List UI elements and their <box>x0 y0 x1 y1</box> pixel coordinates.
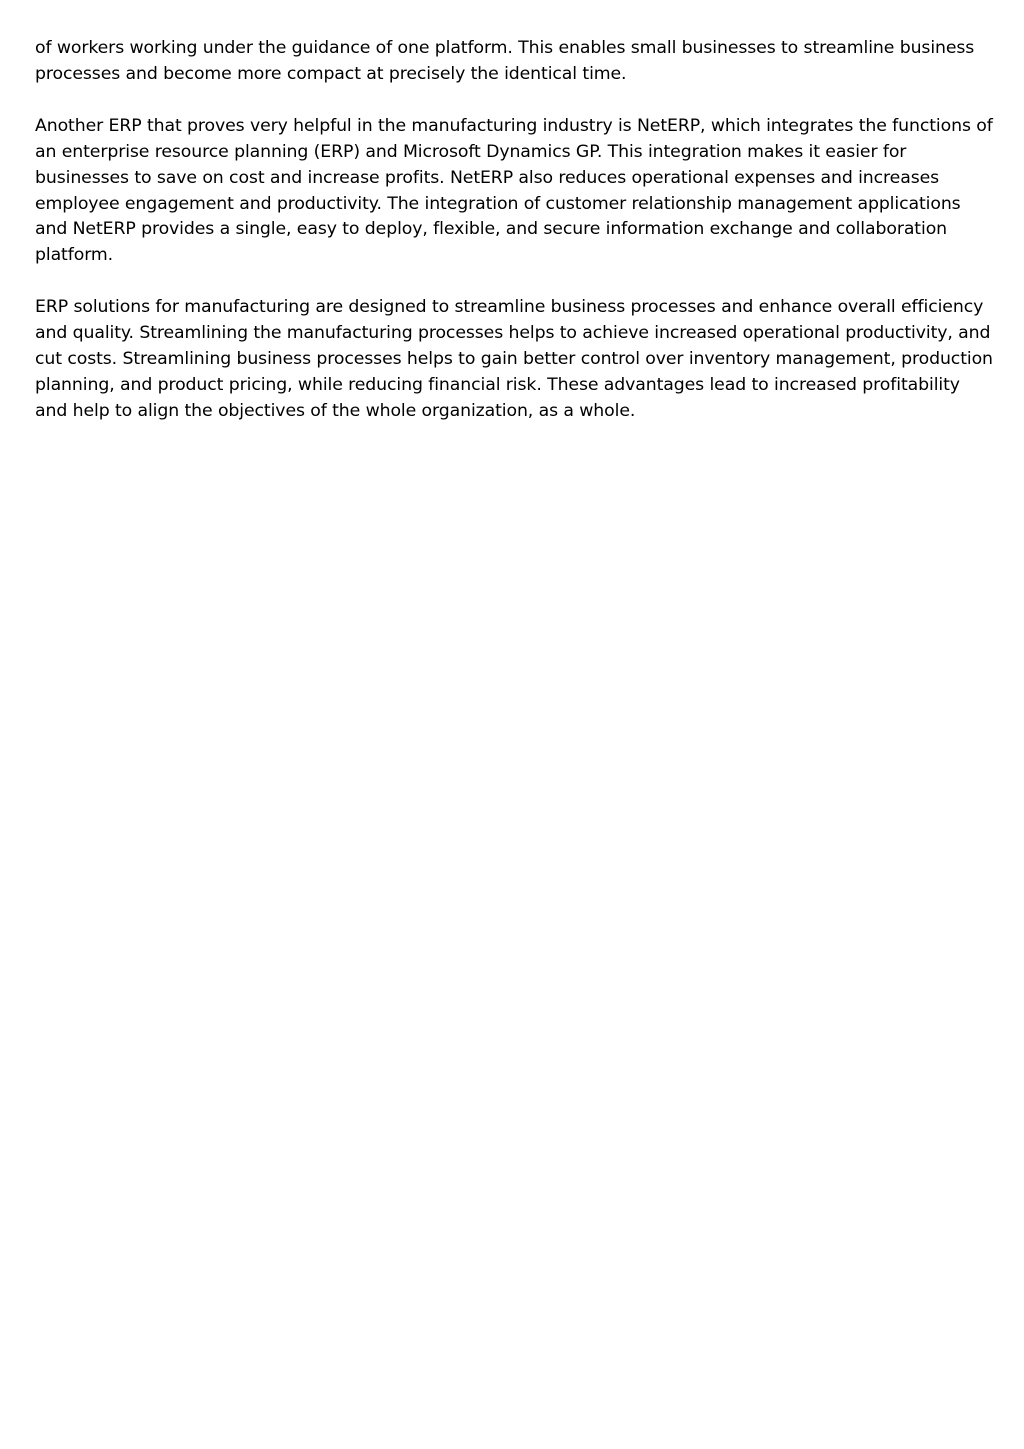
paragraph-neterp: Another ERP that proves very helpful in the manufacturing industry is NetERP, which integrates the functions of an enterprise resource planning (ERP) and Microsoft Dynamics GP. This integration makes it easier for businesses to save on cost and increase profits. NetERP also reduces operational expenses and increases employee engagement and productivity. The integration of customer relationship management applications and NetERP provides a single, easy to deploy, flexible, and secure information exchange and collaboration platform. <box>35 115 993 266</box>
document-page <box>35 36 993 451</box>
paragraph-erp-manufacturing: ERP solutions for manufacturing are designed to streamline business processes and enhance overall efficiency and quality. Streamlining the manufacturing processes helps to achieve increased operational productivity, and cut costs. Streamlining business processes helps to gain better control over inventory management, production planning, and product pricing, while reducing financial risk. These advantages lead to increased profitability and help to align the objectives of the whole organization, as a whole. <box>35 297 993 421</box>
paragraph-workers-platform: of workers working under the guidance of one platform. This enables small businesses to streamline business processes and become more compact at precisely the identical time. <box>35 38 975 84</box>
